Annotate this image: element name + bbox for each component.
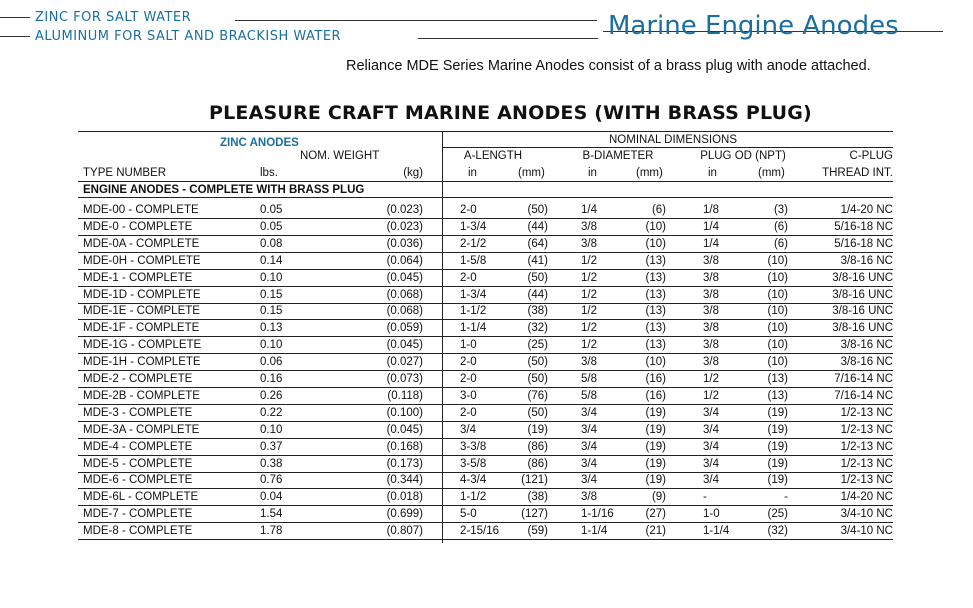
a-mm-cell: (25) — [527, 339, 548, 352]
b-in-cell: 1/2 — [581, 271, 597, 284]
plug-mm-cell: (6) — [773, 220, 788, 233]
plug-mm-label: (mm) — [758, 167, 785, 179]
thread-cell: 1/2-13 NC — [840, 406, 893, 419]
nominal-dimensions-rule — [443, 147, 893, 148]
plug-mm-cell: (10) — [767, 339, 788, 352]
b-in-cell: 3/4 — [581, 440, 597, 453]
type-number-cell: MDE-0 - COMPLETE — [83, 220, 193, 233]
a-in-cell: 2-0 — [460, 271, 477, 284]
lbs-cell: 0.37 — [260, 440, 283, 453]
lbs-cell: 0.15 — [260, 288, 283, 301]
plug-mm-cell: (19) — [767, 406, 788, 419]
a-in-cell: 3-0 — [460, 389, 477, 402]
b-in-cell: 3/8 — [581, 356, 597, 369]
a-mm-cell: (50) — [527, 356, 548, 369]
a-mm-cell: (44) — [527, 288, 548, 301]
thread-cell: 3/8-16 UNC — [832, 271, 893, 284]
thread-cell: 3/8-16 UNC — [832, 322, 893, 335]
c-plug-label: C-PLUG — [849, 150, 893, 162]
thread-cell: 3/8-16 UNC — [832, 305, 893, 318]
plug-mm-cell: (19) — [767, 457, 788, 470]
plug-mm-cell: (19) — [767, 474, 788, 487]
a-mm-cell: (64) — [527, 237, 548, 250]
section-label: ENGINE ANODES - COMPLETE WITH BRASS PLUG — [83, 184, 365, 196]
plug-in-cell: 1/2 — [703, 389, 719, 402]
plug-mm-cell: (19) — [767, 423, 788, 436]
plug-in-cell: 3/8 — [703, 322, 719, 335]
lbs-cell: 0.05 — [260, 220, 283, 233]
table-row — [78, 506, 893, 523]
kg-cell: (0.068) — [386, 288, 423, 301]
lbs-cell: 1.54 — [260, 508, 283, 521]
kg-cell: (0.118) — [387, 389, 423, 402]
plug-od-label: PLUG OD (NPT) — [700, 150, 786, 162]
kg-cell: (0.344) — [386, 474, 423, 487]
a-in-cell: 3-3/8 — [460, 440, 487, 453]
aluminum-line-text: ALUMINUM FOR SALT AND BRACKISH WATER — [35, 29, 342, 44]
b-in-cell: 1/2 — [581, 322, 597, 335]
lbs-cell: 0.15 — [260, 305, 283, 318]
plug-mm-cell: (10) — [767, 305, 788, 318]
table-row — [78, 523, 893, 540]
thread-cell: 3/4-10 NC — [840, 508, 893, 521]
plug-in-cell: 1/8 — [703, 204, 719, 216]
header-bottom-rule — [78, 181, 893, 182]
a-in-cell: 5-0 — [460, 508, 477, 521]
lbs-cell: 0.05 — [260, 204, 283, 216]
thread-label: THREAD INT. — [822, 167, 893, 179]
b-in-cell: 1/2 — [581, 288, 597, 301]
kg-label: (kg) — [403, 167, 423, 179]
plug-in-cell: 1-0 — [703, 508, 720, 521]
table-row — [78, 489, 893, 506]
a-mm-cell: (44) — [527, 220, 548, 233]
thread-cell: 1/2-13 NC — [840, 457, 893, 470]
nom-weight-label: NOM. WEIGHT — [300, 150, 380, 162]
table-row — [78, 405, 893, 422]
thread-cell: 1/2-13 NC — [840, 423, 893, 436]
a-length-label: A-LENGTH — [463, 150, 523, 162]
kg-cell: (0.173) — [386, 457, 423, 470]
a-in-cell: 2-0 — [460, 356, 477, 369]
plug-in-label: in — [708, 167, 717, 179]
table-row — [78, 287, 893, 304]
b-mm-cell: (13) — [645, 254, 666, 267]
type-number-cell: MDE-1 - COMPLETE — [83, 271, 193, 284]
thread-cell: 1/4-20 NC — [840, 491, 893, 504]
page-title: PLEASURE CRAFT MARINE ANODES (WITH BRASS PLUG) — [209, 102, 812, 124]
plug-mm-cell: (13) — [767, 373, 788, 385]
a-in-label: in — [468, 167, 477, 179]
a-in-cell: 2-0 — [460, 373, 477, 385]
plug-in-cell: 1/4 — [703, 237, 719, 250]
kg-cell: (0.073) — [386, 373, 423, 385]
plug-in-cell: 3/4 — [703, 406, 719, 419]
table-row — [78, 236, 893, 253]
thread-cell: 3/4-10 NC — [840, 525, 893, 538]
type-number-cell: MDE-2 - COMPLETE — [83, 373, 193, 385]
type-number-cell: MDE-4 - COMPLETE — [83, 440, 193, 453]
thread-cell: 3/8-16 NC — [840, 339, 893, 352]
table-row — [78, 270, 893, 287]
plug-in-cell: 1/2 — [703, 373, 719, 385]
header-line-zinc — [0, 10, 191, 25]
plug-mm-cell: (25) — [767, 508, 788, 521]
table-row — [78, 303, 893, 320]
plug-in-cell: 3/4 — [703, 440, 719, 453]
b-in-cell: 1/2 — [581, 339, 597, 352]
lbs-cell: 0.10 — [260, 339, 283, 352]
a-in-cell: 1-0 — [460, 339, 477, 352]
plug-mm-cell: - — [784, 491, 788, 504]
type-number-cell: MDE-2B - COMPLETE — [83, 389, 200, 402]
thread-cell: 5/16-18 NC — [834, 237, 893, 250]
a-in-cell: 3-5/8 — [460, 457, 487, 470]
table-row — [78, 422, 893, 439]
thread-cell: 1/2-13 NC — [840, 474, 893, 487]
a-in-cell: 4-3/4 — [460, 474, 487, 487]
plug-in-cell: - — [703, 491, 707, 504]
lbs-cell: 0.08 — [260, 237, 283, 250]
zinc-anodes-label: ZINC ANODES — [220, 137, 299, 149]
plug-in-cell: 3/8 — [703, 254, 719, 267]
b-in-cell: 3/8 — [581, 491, 597, 504]
b-mm-cell: (10) — [645, 356, 666, 369]
b-mm-label: (mm) — [636, 167, 663, 179]
a-mm-label: (mm) — [518, 167, 545, 179]
type-number-cell: MDE-00 - COMPLETE — [83, 204, 199, 216]
b-mm-cell: (19) — [645, 474, 666, 487]
type-number-cell: MDE-3 - COMPLETE — [83, 406, 193, 419]
b-mm-cell: (16) — [645, 373, 666, 385]
type-number-label: TYPE NUMBER — [83, 167, 167, 179]
a-in-cell: 1-1/2 — [460, 491, 487, 504]
zinc-line-text: ZINC FOR SALT WATER — [35, 10, 192, 25]
a-mm-cell: (50) — [527, 373, 548, 385]
thread-cell: 3/8-16 UNC — [832, 288, 893, 301]
section-rule — [78, 197, 893, 198]
kg-cell: (0.023) — [386, 204, 423, 216]
thread-cell: 1/2-13 NC — [840, 440, 893, 453]
plug-mm-cell: (6) — [773, 237, 788, 250]
plug-mm-cell: (10) — [767, 254, 788, 267]
b-mm-cell: (13) — [645, 322, 666, 335]
a-in-cell: 1-3/4 — [460, 220, 487, 233]
b-in-cell: 1/4 — [581, 204, 597, 216]
lbs-cell: 0.22 — [260, 406, 283, 419]
kg-cell: (0.064) — [386, 254, 423, 267]
table-row — [78, 253, 893, 270]
b-in-cell: 3/4 — [581, 474, 597, 487]
b-in-cell: 1/2 — [581, 254, 597, 267]
plug-mm-cell: (10) — [767, 288, 788, 301]
b-mm-cell: (13) — [645, 339, 666, 352]
lbs-cell: 0.04 — [260, 491, 283, 504]
a-mm-cell: (19) — [527, 423, 548, 436]
b-mm-cell: (10) — [645, 237, 666, 250]
table-row — [78, 439, 893, 456]
plug-in-cell: 1/4 — [703, 220, 719, 233]
table-row — [78, 456, 893, 473]
table-row — [78, 472, 893, 489]
b-mm-cell: (19) — [645, 406, 666, 419]
table-row — [78, 320, 893, 337]
type-number-cell: MDE-1E - COMPLETE — [83, 305, 200, 318]
type-number-cell: MDE-8 - COMPLETE — [83, 525, 193, 538]
a-mm-cell: (50) — [527, 406, 548, 419]
table-row — [78, 388, 893, 405]
lbs-cell: 0.10 — [260, 423, 283, 436]
table-row — [78, 337, 893, 354]
plug-in-cell: 3/4 — [703, 474, 719, 487]
lbs-cell: 1.78 — [260, 525, 283, 538]
thread-cell: 3/8-16 NC — [840, 356, 893, 369]
b-in-label: in — [588, 167, 597, 179]
type-number-cell: MDE-1H - COMPLETE — [83, 356, 201, 369]
type-number-cell: MDE-6 - COMPLETE — [83, 474, 193, 487]
plug-in-cell: 3/4 — [703, 423, 719, 436]
brand-title: Marine Engine Anodes — [608, 11, 899, 41]
a-mm-cell: (38) — [527, 305, 548, 318]
b-mm-cell: (27) — [645, 508, 666, 521]
thread-cell: 7/16-14 NC — [834, 389, 893, 402]
table-row — [78, 219, 893, 236]
table-row — [78, 354, 893, 371]
b-mm-cell: (21) — [645, 525, 666, 538]
type-number-cell: MDE-0A - COMPLETE — [83, 237, 200, 250]
type-number-cell: MDE-1D - COMPLETE — [83, 288, 201, 301]
b-in-cell: 3/4 — [581, 423, 597, 436]
kg-cell: (0.059) — [386, 322, 423, 335]
a-mm-cell: (121) — [521, 474, 548, 487]
plug-in-cell: 3/8 — [703, 356, 719, 369]
a-in-cell: 1-1/4 — [460, 322, 487, 335]
kg-cell: (0.100) — [386, 406, 423, 419]
a-mm-cell: (59) — [527, 525, 548, 538]
a-mm-cell: (127) — [521, 508, 548, 521]
thread-cell: 5/16-18 NC — [834, 220, 893, 233]
kg-cell: (0.045) — [386, 423, 423, 436]
a-in-cell: 2-0 — [460, 406, 477, 419]
type-number-cell: MDE-5 - COMPLETE — [83, 457, 193, 470]
table-row — [78, 202, 893, 219]
b-in-cell: 3/4 — [581, 406, 597, 419]
kg-cell: (0.068) — [386, 305, 423, 318]
b-in-cell: 1-1/16 — [581, 508, 614, 521]
b-mm-cell: (13) — [645, 305, 666, 318]
b-diameter-label: B-DIAMETER — [582, 150, 654, 162]
a-in-cell: 2-0 — [460, 204, 477, 216]
a-mm-cell: (50) — [527, 271, 548, 284]
table-row — [78, 371, 893, 388]
b-in-cell: 3/4 — [581, 457, 597, 470]
kg-cell: (0.807) — [386, 525, 423, 538]
lbs-cell: 0.76 — [260, 474, 283, 487]
type-number-cell: MDE-1F - COMPLETE — [83, 322, 200, 335]
lbs-cell: 0.06 — [260, 356, 283, 369]
thread-cell: 7/16-14 NC — [834, 373, 893, 385]
plug-mm-cell: (10) — [767, 356, 788, 369]
plug-mm-cell: (32) — [767, 525, 788, 538]
thread-cell: 1/4-20 NC — [840, 204, 893, 216]
kg-cell: (0.045) — [386, 271, 423, 284]
a-mm-cell: (32) — [527, 322, 548, 335]
a-in-cell: 2-15/16 — [460, 525, 500, 538]
b-mm-cell: (10) — [645, 220, 666, 233]
b-mm-cell: (13) — [645, 288, 666, 301]
a-in-cell: 1-1/2 — [460, 305, 487, 318]
plug-in-cell: 1-1/4 — [703, 525, 730, 538]
lbs-cell: 0.16 — [260, 373, 283, 385]
plug-in-cell: 3/8 — [703, 339, 719, 352]
kg-cell: (0.699) — [386, 508, 423, 521]
type-number-cell: MDE-7 - COMPLETE — [83, 508, 193, 521]
a-mm-cell: (76) — [527, 389, 548, 402]
kg-cell: (0.036) — [386, 237, 423, 250]
type-number-cell: MDE-6L - COMPLETE — [83, 491, 199, 504]
plug-mm-cell: (19) — [767, 440, 788, 453]
kg-cell: (0.018) — [386, 491, 423, 504]
nominal-dimensions-label: NOMINAL DIMENSIONS — [608, 134, 737, 146]
b-in-cell: 5/8 — [581, 373, 597, 385]
b-mm-cell: (16) — [645, 389, 666, 402]
b-in-cell: 1-1/4 — [581, 525, 608, 538]
b-in-cell: 5/8 — [581, 389, 597, 402]
b-mm-cell: (9) — [651, 491, 666, 504]
b-in-cell: 3/8 — [581, 220, 597, 233]
kg-cell: (0.168) — [386, 440, 423, 453]
plug-in-cell: 3/4 — [703, 457, 719, 470]
lbs-cell: 0.10 — [260, 271, 283, 284]
type-number-cell: MDE-3A - COMPLETE — [83, 423, 200, 436]
a-mm-cell: (86) — [527, 440, 548, 453]
anode-table — [78, 131, 893, 541]
plug-mm-cell: (3) — [773, 204, 788, 216]
a-mm-cell: (41) — [527, 254, 548, 267]
kg-cell: (0.045) — [386, 339, 423, 352]
b-in-cell: 1/2 — [581, 305, 597, 318]
b-mm-cell: (19) — [645, 423, 666, 436]
lbs-cell: 0.14 — [260, 254, 283, 267]
a-in-cell: 1-3/4 — [460, 288, 487, 301]
a-mm-cell: (86) — [527, 457, 548, 470]
a-mm-cell: (38) — [527, 491, 548, 504]
plug-mm-cell: (10) — [767, 322, 788, 335]
kg-cell: (0.027) — [386, 356, 423, 369]
lbs-cell: 0.26 — [260, 389, 283, 402]
lbs-label: lbs. — [260, 167, 278, 179]
b-mm-cell: (19) — [645, 457, 666, 470]
plug-mm-cell: (10) — [767, 271, 788, 284]
a-in-cell: 2-1/2 — [460, 237, 487, 250]
row-rule — [78, 539, 893, 540]
kg-cell: (0.023) — [386, 220, 423, 233]
thread-cell: 3/8-16 NC — [840, 254, 893, 267]
b-mm-cell: (19) — [645, 440, 666, 453]
a-mm-cell: (50) — [527, 204, 548, 216]
plug-in-cell: 3/8 — [703, 288, 719, 301]
plug-in-cell: 3/8 — [703, 305, 719, 318]
b-in-cell: 3/8 — [581, 237, 597, 250]
plug-in-cell: 3/8 — [703, 271, 719, 284]
b-mm-cell: (13) — [645, 271, 666, 284]
header-line-aluminum — [0, 29, 341, 44]
plug-mm-cell: (13) — [767, 389, 788, 402]
a-in-cell: 3/4 — [460, 423, 476, 436]
lbs-cell: 0.13 — [260, 322, 283, 335]
lbs-cell: 0.38 — [260, 457, 283, 470]
type-number-cell: MDE-1G - COMPLETE — [83, 339, 202, 352]
type-number-cell: MDE-0H - COMPLETE — [83, 254, 201, 267]
intro-text: Reliance MDE Series Marine Anodes consist of a brass plug with anode attached. — [346, 58, 871, 74]
a-in-cell: 1-5/8 — [460, 254, 487, 267]
b-mm-cell: (6) — [651, 204, 666, 216]
table-top-rule — [78, 131, 893, 132]
